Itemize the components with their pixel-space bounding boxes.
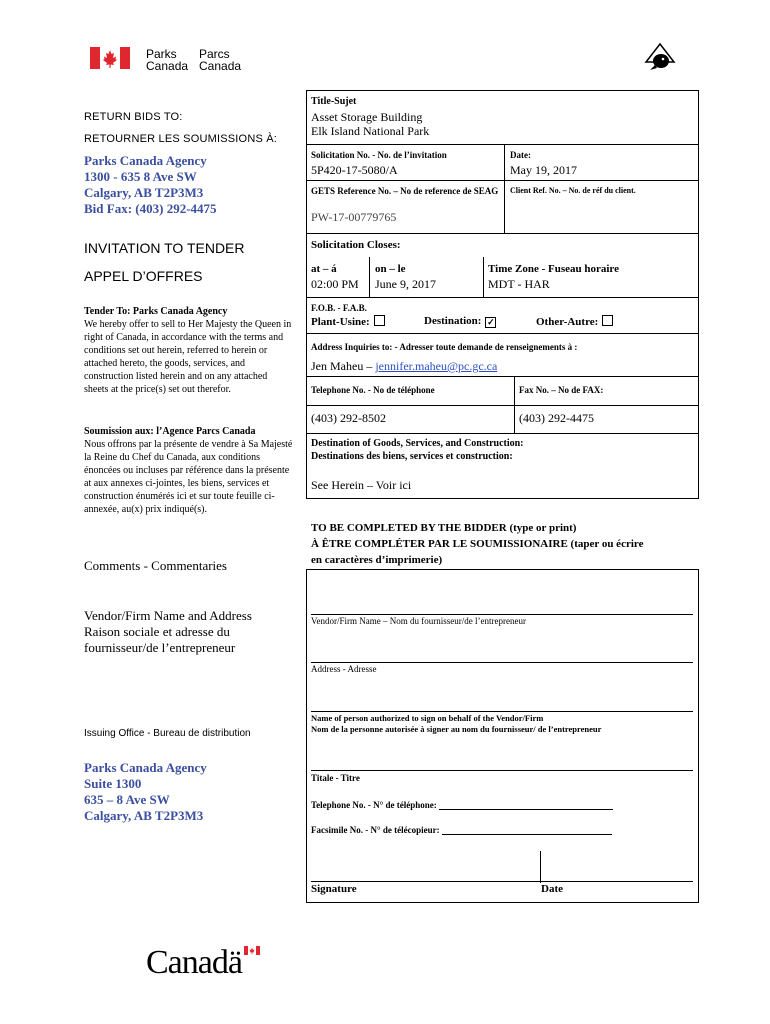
return-bids-fr: RETOURNER LES SOUMISSIONS À: xyxy=(84,133,278,145)
issuing-address-line: Suite 1300 xyxy=(84,776,142,791)
phone-value: (403) 292-8502 xyxy=(311,411,386,425)
divider xyxy=(307,297,698,298)
parks-fr-line2: Canada xyxy=(199,59,242,73)
other-label: Other-Autre: xyxy=(536,316,599,328)
return-bids-en: RETURN BIDS TO: xyxy=(84,111,183,123)
parks-en-line2: Canada xyxy=(146,59,189,73)
tender-to-block xyxy=(84,305,294,396)
vendor-heading-line: Raison sociale et adresse du xyxy=(84,624,230,639)
return-address-line: Calgary, AB T2P3M3 xyxy=(84,185,204,200)
facsimile-field[interactable] xyxy=(311,824,612,835)
date-label: Date: xyxy=(510,150,531,160)
gets-label: GETS Reference No. – No de reference de SEAG xyxy=(311,186,499,196)
divider xyxy=(307,333,698,334)
canada-wordmark-last-letter: ä xyxy=(227,944,242,981)
title-line[interactable] xyxy=(311,770,693,771)
address-label: Address - Adresse xyxy=(311,664,377,674)
telephone-field[interactable] xyxy=(311,799,613,810)
parks-canada-en xyxy=(146,48,188,72)
signature-label: Signature xyxy=(311,883,357,895)
fob-label: F.O.B. - F.A.B. xyxy=(311,303,367,313)
bidder-title-label: Titale - Titre xyxy=(311,773,360,783)
title-value-2: Elk Island National Park xyxy=(311,124,430,138)
soumission-block xyxy=(84,425,294,516)
title-value-1: Asset Storage Building xyxy=(311,110,423,124)
solicitation-no-value: 5P420-17-5080/A xyxy=(311,163,398,177)
address-line[interactable] xyxy=(311,662,693,663)
vendor-heading-line: fournisseur/de l’entrepreneur xyxy=(84,640,236,655)
on-label: on – le xyxy=(375,263,406,275)
telephone-label: Telephone No. - N° de téléphone: xyxy=(311,800,437,810)
plant-checkbox[interactable] xyxy=(374,315,385,326)
tender-to-heading: Tender To: Parks Canada Agency xyxy=(84,306,228,317)
facsimile-input-line[interactable] xyxy=(442,824,612,835)
issuing-address-line: 635 – 8 Ave SW xyxy=(84,792,170,807)
canada-wordmark xyxy=(146,944,242,982)
parks-en-line1: Parks xyxy=(146,47,177,61)
issuing-address xyxy=(84,760,207,824)
facsimile-label: Facsimile No. - N° de télécopieur: xyxy=(311,825,440,835)
authorized-label-fr: Nom de la personne autorisée à signer au nom du fournisseur/ de l’entrepreneur xyxy=(311,724,602,734)
bidder-heading-line: en caractères d’imprimerie) xyxy=(311,554,443,566)
telephone-input-line[interactable] xyxy=(439,799,613,810)
bidder-heading xyxy=(311,520,643,568)
divider xyxy=(307,144,698,145)
bidder-heading-line: À ÊTRE COMPLÉTER PAR LE SOUMISSIONAIRE (taper ou écrire xyxy=(311,538,644,550)
solicitation-no-label: Solicitation No. - No. de l’invitation xyxy=(311,150,447,160)
inquiries-label: Address Inquiries to: - Adresser toute demande de renseignements à : xyxy=(311,342,578,352)
issuing-address-line: Calgary, AB T2P3M3 xyxy=(84,808,204,823)
bidder-date-label: Date xyxy=(541,883,563,895)
fax-label: Fax No. – No de FAX: xyxy=(519,385,604,395)
at-value: 02:00 PM xyxy=(311,277,359,291)
gets-value: PW-17-00779765 xyxy=(311,210,397,224)
vendor-heading-line: Vendor/Firm Name and Address xyxy=(84,608,252,623)
other-checkbox[interactable] xyxy=(602,315,613,326)
bidder-box xyxy=(306,569,699,903)
at-label: at – á xyxy=(311,263,337,275)
inquiries-name: Jen Maheu – xyxy=(311,359,376,373)
authorized-line[interactable] xyxy=(311,711,693,712)
invitation-en: INVITATION TO TENDER xyxy=(84,240,245,256)
bidder-heading-line: TO BE COMPLETED BY THE BIDDER (type or print) xyxy=(311,522,577,534)
destination-label: Destination: xyxy=(424,315,482,327)
tender-to-body: We hereby offer to sell to Her Majesty the Queen in right of Canada, in accordance with the terms and conditions set out herein, referred to herein or attached hereto, the goods, services, and construction listed herein and on any attached sheets at the price(s) set out therefor. xyxy=(84,319,292,395)
date-value: May 19, 2017 xyxy=(510,163,577,177)
other-option[interactable] xyxy=(536,315,613,328)
invitation-fr: APPEL D’OFFRES xyxy=(84,268,203,284)
inquiries-contact xyxy=(311,359,497,374)
canada-flag-icon xyxy=(90,47,130,69)
client-ref-label: Client Ref. No. – No. de réf du client. xyxy=(510,186,636,195)
divider xyxy=(369,257,370,297)
parks-canada-fr xyxy=(199,48,241,72)
return-address-line: Bid Fax: (403) 292-4475 xyxy=(84,201,217,216)
inquiries-email-link[interactable]: jennifer.maheu@pc.gc.ca xyxy=(375,359,498,373)
plant-option[interactable] xyxy=(311,315,385,328)
soumission-body: Nous offrons par la présente de vendre à Sa Majesté la Reine du Chef du Canada, aux conditions énoncées ou incluses par référence dans la présente at aux annexes ci-jointes, les biens, services et construction énumérés ici et sur toute feuille ci-annexée, au(x) prix indiqué(s). xyxy=(84,439,293,515)
plant-label: Plant-Usine: xyxy=(311,316,370,328)
divider xyxy=(540,851,541,883)
title-label: Title-Sujet xyxy=(311,96,357,107)
authorized-label-en: Name of person authorized to sign on behalf of the Vendor/Firm xyxy=(311,713,544,723)
divider xyxy=(307,433,698,434)
vendor-name-label: Vendor/Firm Name – Nom du fournisseur/de l’entrepreneur xyxy=(311,616,526,626)
tz-value: MDT - HAR xyxy=(488,277,550,291)
return-address-line: 1300 - 635 8 Ave SW xyxy=(84,169,197,184)
vendor-name-line[interactable] xyxy=(311,614,693,615)
divider xyxy=(307,233,698,234)
destination-goods-fr: Destinations des biens, services et construction: xyxy=(311,451,513,462)
soumission-heading: Soumission aux: l’Agence Parcs Canada xyxy=(84,426,256,437)
destination-goods-en: Destination of Goods, Services, and Construction: xyxy=(311,438,524,449)
issuing-office-label: Issuing Office - Bureau de distribution xyxy=(84,728,251,739)
canada-wordmark-text: Canad xyxy=(146,944,228,981)
authorized-label xyxy=(311,713,601,735)
closes-label: Solicitation Closes: xyxy=(311,239,401,251)
vendor-heading xyxy=(84,608,252,656)
phone-label: Telephone No. - No de téléphone xyxy=(311,385,435,395)
tz-label: Time Zone - Fuseau horaire xyxy=(488,263,619,275)
destination-option[interactable] xyxy=(424,315,496,328)
destination-checkbox[interactable]: ✓ xyxy=(487,317,495,327)
solicitation-box xyxy=(306,90,699,499)
wordmark-flag-icon xyxy=(244,946,260,955)
parks-beaver-icon xyxy=(644,42,676,72)
issuing-address-line: Parks Canada Agency xyxy=(84,760,207,775)
fax-value: (403) 292-4475 xyxy=(519,411,594,425)
divider xyxy=(307,376,698,377)
return-address xyxy=(84,153,217,217)
divider xyxy=(307,405,698,406)
destination-goods-value: See Herein – Voir ici xyxy=(311,478,412,492)
on-value: June 9, 2017 xyxy=(375,277,436,291)
divider xyxy=(504,144,505,234)
divider xyxy=(483,257,484,297)
signature-line[interactable] xyxy=(311,881,693,882)
parks-fr-line1: Parcs xyxy=(199,47,230,61)
return-address-line: Parks Canada Agency xyxy=(84,153,207,168)
divider xyxy=(307,180,698,181)
comments-label: Comments - Commentaries xyxy=(84,558,227,573)
